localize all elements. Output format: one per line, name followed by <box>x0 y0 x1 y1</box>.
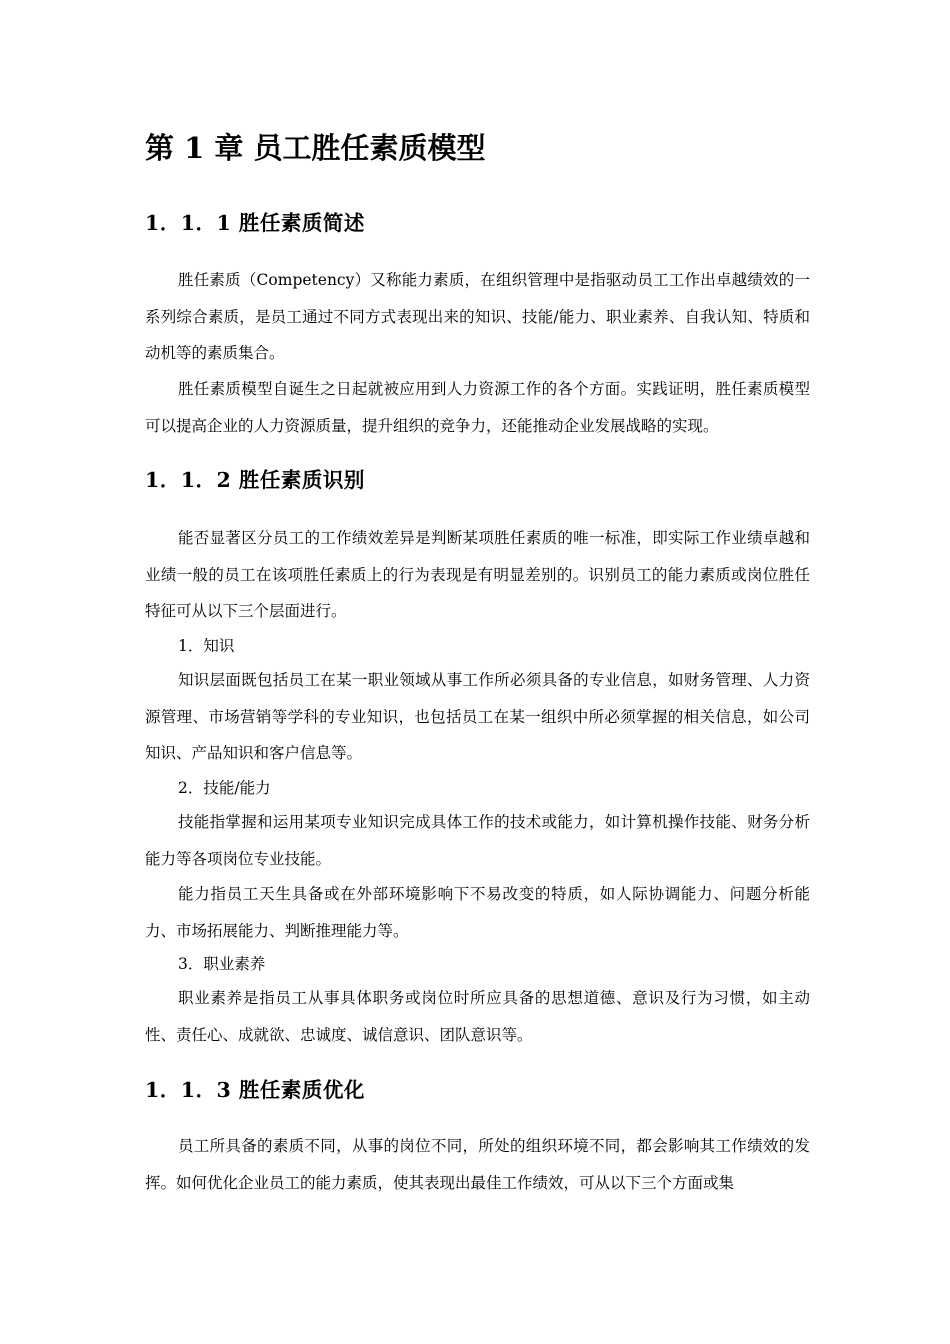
section-heading-overview: 1．1．1 胜任素质简述 <box>145 211 365 235</box>
paragraph: 能力指员工天生具备或在外部环境影响下不易改变的特质，如人际协调能力、问题分析能力、市场拓展能力、判断推理能力等。 <box>145 885 810 940</box>
list-item-label-knowledge: 1．知识 <box>178 637 235 655</box>
paragraph: 知识层面既包括员工在某一职业领域从事工作所必须具备的专业信息，如财务管理、人力资源管理、市场营销等学科的专业知识，也包括员工在某一组织中所必须掌握的相关信息，如公司知识、产品知识和客户信息等。 <box>145 671 810 762</box>
paragraph: 能否显著区分员工的工作绩效差异是判断某项胜任素质的唯一标准，即实际工作业绩卓越和业绩一般的员工在该项胜任素质上的行为表现是有明显差别的。识别员工的能力素质或岗位胜任特征可从以下三个层面进行。 <box>145 529 810 620</box>
paragraph: 胜任素质模型自诞生之日起就被应用到人力资源工作的各个方面。实践证明，胜任素质模型可以提高企业的人力资源质量，提升组织的竞争力，还能推动企业发展战略的实现。 <box>145 380 810 435</box>
paragraph: 职业素养是指员工从事具体职务或岗位时所应具备的思想道德、意识及行为习惯，如主动性、责任心、成就欲、忠诚度、诚信意识、团队意识等。 <box>145 989 810 1044</box>
section-heading-optimization: 1．1．3 胜任素质优化 <box>145 1078 365 1102</box>
paragraph: 胜任素质（Competency）又称能力素质，在组织管理中是指驱动员工工作出卓越绩效的一系列综合素质，是员工通过不同方式表现出来的知识、技能/能力、职业素养、自我认知、特质和动机等的素质集合。 <box>145 271 810 362</box>
chapter-title: 第 1 章 员工胜任素质模型 <box>145 131 486 165</box>
paragraph: 员工所具备的素质不同，从事的岗位不同，所处的组织环境不同，都会影响其工作绩效的发挥。如何优化企业员工的能力素质，使其表现出最佳工作绩效，可从以下三个方面或集 <box>145 1137 810 1192</box>
list-item-label-professionalism: 3．职业素养 <box>178 955 266 973</box>
section-heading-identification: 1．1．2 胜任素质识别 <box>145 468 365 492</box>
list-item-label-skills: 2．技能/能力 <box>178 779 271 797</box>
paragraph: 技能指掌握和运用某项专业知识完成具体工作的技术或能力，如计算机操作技能、财务分析能力等各项岗位专业技能。 <box>145 813 810 868</box>
